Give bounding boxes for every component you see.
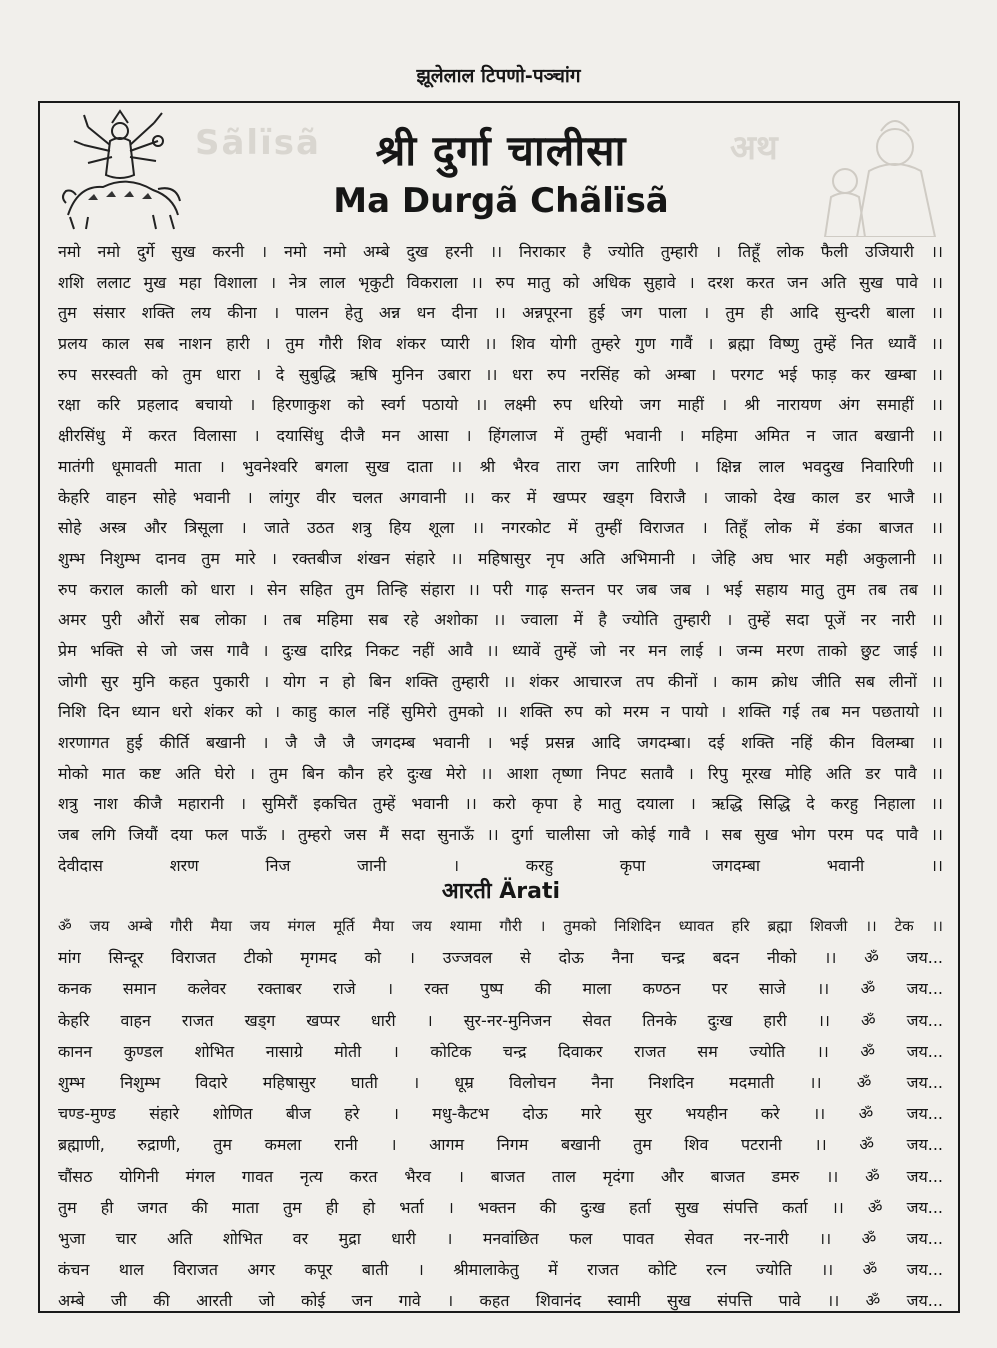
aarti-line: शुम्भ निशुम्भ विदारे महिषासुर घाती । धूम्र विलोचन नैना निशदिन मदमाती ।। ॐ जय... xyxy=(58,1072,943,1092)
aarti-line: मांग सिन्दूर विराजत टीको मृगमद को । उज्जवल से दोऊ नैना चन्द्र बदन नीको ।। ॐ जय... xyxy=(58,948,943,968)
faded-background-text: Sãlïsã xyxy=(195,123,321,163)
verse-line: शत्रु नाश कीजै महारानी । सुमिरौं इकचित तुम्हें भवानी ।। करो कृपा हे मातु दयाला । ऋद्धि सिद्धि दे करहु निहाला ।। xyxy=(58,794,943,814)
verse-line: रुप कराल काली को धारा । सेन सहित तुम तिन्हि संहारा ।। परी गाढ़ सन्तन पर जब जब । भई सहाय मातु तुम तब तब ।। xyxy=(58,579,943,599)
verse-line: रक्षा करि प्रहलाद बचायो । हिरणाकुश को स्वर्ग पठायो ।। लक्ष्मी रुप धरियो जग माहीं । श्री नारायण अंग समाहीं ।। xyxy=(58,395,943,415)
verse-line: प्रलय काल सब नाशन हारी । तुम गौरी शिव शंकर प्यारी ।। शिव योगी तुम्हरे गुण गावैं । ब्रह्मा विष्णु तुम्हें नित ध्यावैं ।। xyxy=(58,334,943,354)
verse-line: रुप सरस्वती को तुम धारा । दे सुबुद्धि ऋषि मुनिन उबारा ।। धरा रुप नरसिंह को अम्बा । परगट भई फाड़ कर खम्बा ।। xyxy=(58,364,943,384)
aarti-verses xyxy=(58,911,943,1313)
verse-line: अमर पुरी औरों सब लोका । तब महिमा सब रहे अशोका ।। ज्वाला में है ज्योति तुम्हारी । तुम्हें सदा पूजें नर नारी ।। xyxy=(58,610,943,630)
aarti-line: भुजा चार अति शोभित वर मुद्रा धारी । मनवांछित फल पावत सेवत नर-नारी ।। ॐ जय... xyxy=(58,1228,943,1248)
aarti-line: कनक समान कलेवर रक्ताबर राजे । रक्त पुष्प की माला कण्ठन पर साजे ।। ॐ जय... xyxy=(58,979,943,999)
aarti-line: तुम ही जगत की माता तुम ही हो भर्ता । भक्तन की दुःख हर्ता सुख संपत्ति कर्ता ।। ॐ जय... xyxy=(58,1197,943,1217)
chalisa-title-english: Ma Durgã Chãlïsã xyxy=(333,181,669,221)
verse-line: शशि ललाट मुख महा विशाला । नेत्र लाल भृकुटी विकराला ।। रुप मातु को अधिक सुहावे । दरश करत जन अति सुख पावे ।। xyxy=(58,272,943,292)
verse-line: नमो नमो दुर्गे सुख करनी । नमो नमो अम्बे दुख हरनी ।। निराकार है ज्योति तुम्हारी । तिहूँ लोक फैली उजियारी ।। xyxy=(58,242,943,261)
verse-line: प्रेम भक्ति से जो जस गावै । दुःख दारिद्र निकट नहीं आवै ।। ध्यावें तुम्हें जो नर मन लाई । जन्म मरण ताको छुट जाई ।। xyxy=(58,640,943,660)
aarti-line: चण्ड-मुण्ड संहारे शोणित बीज हरे । मधु-कैटभ दोऊ मारे सुर भयहीन करे ।। ॐ जय... xyxy=(58,1104,943,1124)
aarti-line: ॐ जय अम्बे गौरी मैया जय मंगल मूर्ति मैया जय श्यामा गौरी । तुमको निशिदिन ध्यावत हरि ब्रह्मा शिवजी ।। टेक ।। xyxy=(58,917,943,935)
verse-line: देवीदास शरण निज जानी । करहु कृपा जगदम्बा भवानी ।। xyxy=(58,855,943,875)
verse-line: निशि दिन ध्यान धरो शंकर को । काहु काल नहिं सुमिरो तुमको ।। शक्ति रुप को मरम न पायो । शक्ति गई तब मन पछतायो ।। xyxy=(58,702,943,722)
verse-line: मातंगी धूमावती माता । भुवनेश्वरि बगला सुख दाता ।। श्री भैरव तारा जग तारिणी । क्षिन्न लाल भवदुख निवारिणी ।। xyxy=(58,456,943,476)
verse-line: केहरि वाहन सोहे भवानी । लांगुर वीर चलत अगवानी ।। कर में खप्पर खड्ग विराजै । जाको देख काल डर भाजै ।। xyxy=(58,487,943,507)
aarti-line: कानन कुण्डल शोभित नासाग्रे मोती । कोटिक चन्द्र दिवाकर राजत सम ज्योति ।। ॐ जय... xyxy=(58,1041,943,1061)
verse-line: क्षीरसिंधु में करत विलासा । दयासिंधु दीजै मन आसा । हिंगलाज में तुम्हीं भवानी । महिमा अमित न जात बखानी ।। xyxy=(58,426,943,446)
aarti-line: केहरि वाहन राजत खड्ग खप्पर धारी । सुर-नर-मुनिजन सेवत तिनके दुःख हारी ।। ॐ जय... xyxy=(58,1010,943,1030)
verse-line: तुम संसार शक्ति लय कीना । पालन हेतु अन्न धन दीना ।। अन्नपूरना हुई जग पाला । तुम ही आदि सुन्दरी बाला ।। xyxy=(58,303,943,323)
content-frame xyxy=(38,101,960,1313)
chalisa-title-hindi: श्री दुर्गा चालीसा xyxy=(375,126,627,175)
aarti-line: अम्बे जी की आरती जो कोई जन गावे । कहत शिवानंद स्वामी सुख संपत्ति पावे ।। ॐ जय... xyxy=(58,1291,943,1311)
aarti-line: कंचन थाल विराजत अगर कपूर बाती । श्रीमालाकेतु में राजत कोटि रत्न ज्योति ।। ॐ जय... xyxy=(58,1260,943,1280)
verse-line: शरणागत हुई कीर्ति बखानी । जै जै जै जगदम्ब भवानी । भई प्रसन्न आदि जगदम्बा। दई शक्ति नहिं कीन विलम्बा ।। xyxy=(58,733,943,752)
aarti-line: चौंसठ योगिनी मंगल गावत नृत्य करत भैरव । बाजत ताल मृदंगा और बाजत डमरु ।। ॐ जय... xyxy=(58,1166,943,1186)
verse-line: शुम्भ निशुम्भ दानव तुम मारे । रक्तबीज शंखन संहारे ।। महिषासुर नृप अति अभिमानी । जेहि अघ भार मही अकुलानी ।। xyxy=(58,548,943,568)
page-header: झूलेलाल टिपणो-पञ्चांग xyxy=(416,65,581,87)
aarti-title: आरती Ärati xyxy=(441,879,561,904)
faded-background-text-right: अथ xyxy=(730,128,778,168)
aarti-line: ब्रह्माणी, रुद्राणी, तुम कमला रानी । आगम निगम बखानी तुम शिव पटरानी ।। ॐ जय... xyxy=(58,1135,943,1155)
verse-line: जब लगि जियौं दया फल पाऊँ । तुम्हरो जस मैं सदा सुनाऊँ ।। दुर्गा चालीसा जो कोई गावै । सब सुख भोग परम पद पावै ।। xyxy=(58,825,943,845)
chalisa-verses xyxy=(58,237,943,881)
verse-line: मोको मात कष्ट अति घेरो । तुम बिन कौन हरे दुःख मेरो ।। आशा तृष्णा निपट सतावै । रिपु मूरख मोहि अति डर पावै ।। xyxy=(58,763,943,783)
verse-line: जोगी सुर मुनि कहत पुकारी । योग न हो बिन शक्ति तुम्हारी ।। शंकर आचारज तप कीनों । काम क्रोध जीति सब लीनों ।। xyxy=(58,671,943,691)
verse-line: सोहे अस्त्र और त्रिसूला । जाते उठत शत्रु हिय शूला ।। नगरकोट में तुम्हीं विराजत । तिहूँ लोक में डंका बाजत ।। xyxy=(58,518,943,538)
